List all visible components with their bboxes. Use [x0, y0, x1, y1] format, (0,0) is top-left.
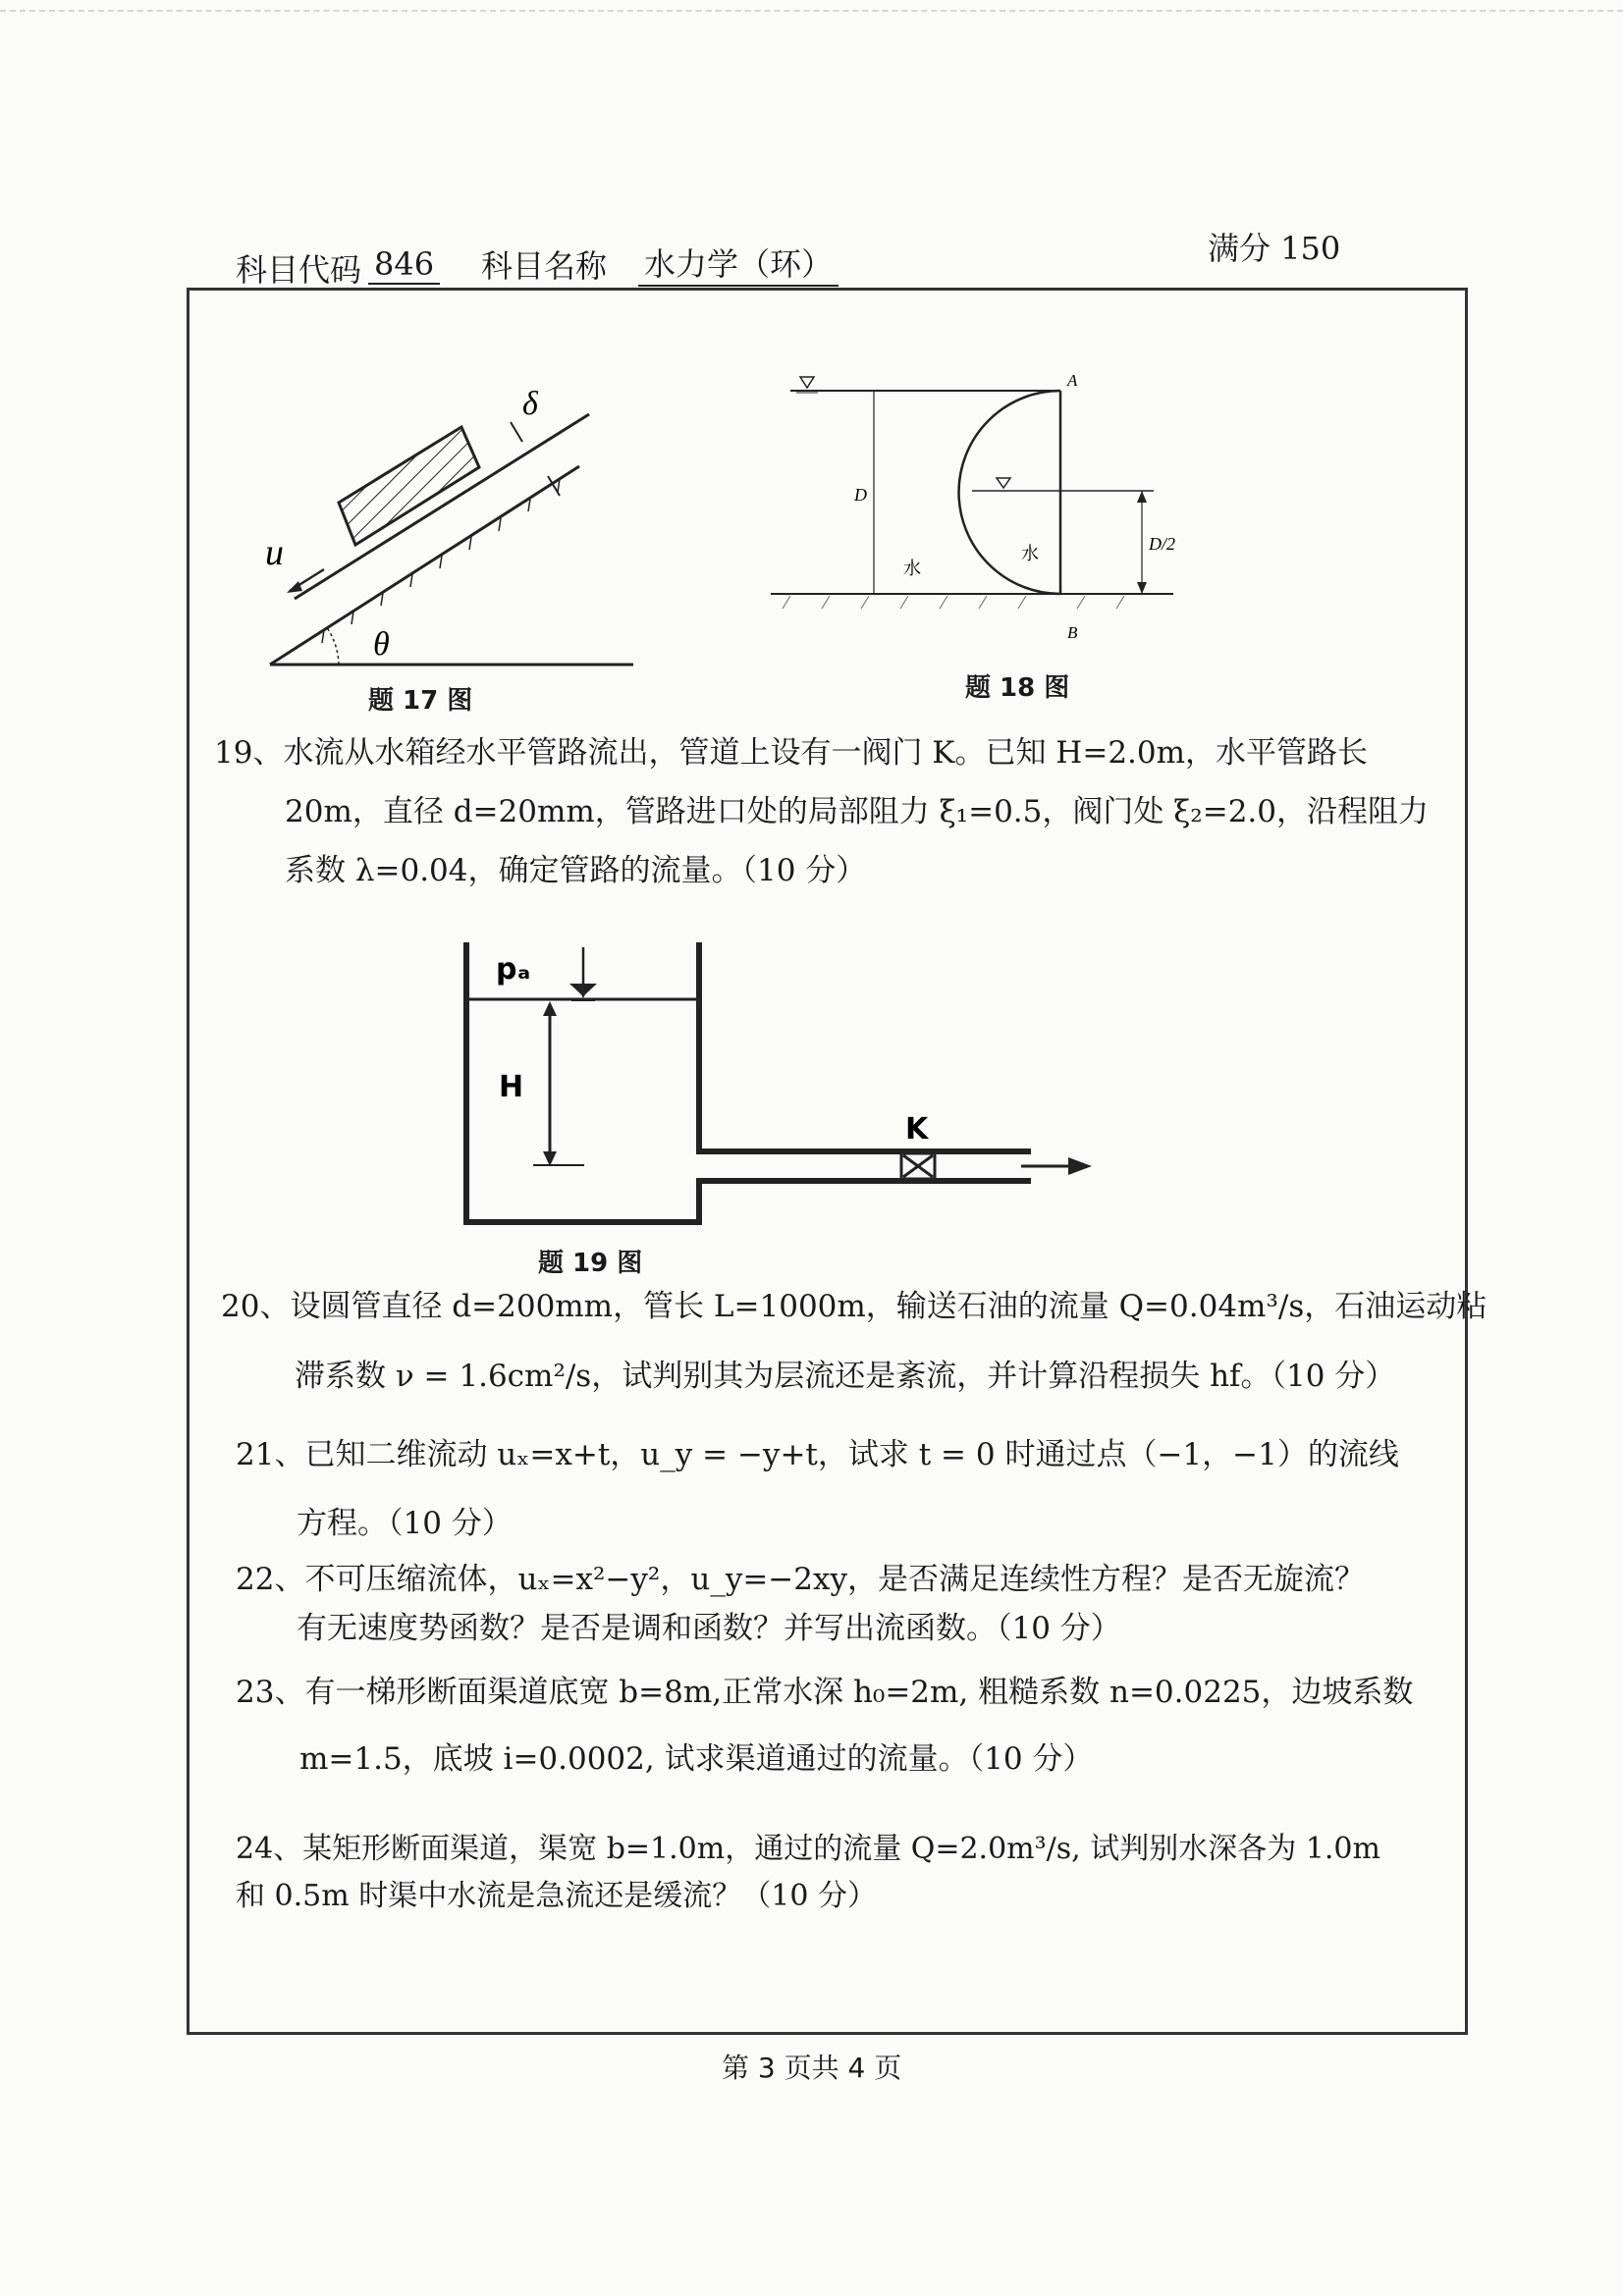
label-H: H [499, 1070, 524, 1104]
caption-fig19: 题 19 图 [538, 1249, 643, 1278]
question-19-line3: 系数 λ=0.04，确定管路的流量。（10 分） [285, 853, 867, 888]
figure-17 [265, 373, 638, 667]
question-19-line1: 19、水流从水箱经水平管路流出，管道上设有一阀门 K。已知 H=2.0m，水平管路长 [214, 735, 1369, 771]
question-21-line1: 21、已知二维流动 uₓ=x+t，u_y = −y+t，试求 t = 0 时通过点（−1，−1）的流线 [236, 1437, 1399, 1472]
subject-name-label: 科目名称 [481, 247, 608, 285]
label-water-right: 水 [1021, 544, 1039, 564]
label-delta: δ [522, 386, 538, 422]
question-21-line2: 方程。（10 分） [297, 1506, 513, 1541]
water-level-symbol [800, 377, 814, 388]
figure-18 [761, 368, 1193, 653]
scan-noise [0, 10, 1623, 20]
subject-name-value: 水力学（环） [638, 240, 839, 287]
label-K: K [905, 1112, 929, 1147]
question-24-line1: 24、某矩形断面渠道，渠宽 b=1.0m，通过的流量 Q=2.0m³/s, 试判别水深各为 1.0m [236, 1832, 1380, 1866]
label-D-half: D/2 [1149, 534, 1175, 554]
caption-fig18: 题 18 图 [965, 673, 1070, 703]
question-23-line2: m=1.5，底坡 i=0.0002, 试求渠道通过的流量。（10 分） [299, 1741, 1094, 1777]
label-B: B [1067, 623, 1078, 642]
question-20-line1: 20、设圆管直径 d=200mm，管长 L=1000m，输送石油的流量 Q=0.04m³/s，石油运动粘 [221, 1289, 1488, 1324]
question-24-line2: 和 0.5m 时渠中水流是急流还是缓流？（10 分） [236, 1879, 877, 1913]
caption-fig17: 题 17 图 [368, 686, 473, 716]
question-20-line2: 滞系数 ν = 1.6cm²/s，试判别其为层流还是紊流，并计算沿程损失 hf。（10 分） [295, 1359, 1396, 1394]
label-pa: pₐ [496, 952, 531, 987]
question-22-line1: 22、不可压缩流体，uₓ=x²−y²，u_y=−2xy，是否满足连续性方程？是否无旋流？ [236, 1562, 1365, 1597]
label-u: u [265, 532, 284, 573]
semicircular-gate [959, 391, 1060, 594]
label-A: A [1067, 371, 1078, 390]
label-D: D [854, 485, 867, 505]
question-23-line1: 23、有一梯形断面渠道底宽 b=8m,正常水深 h₀=2m, 粗糙系数 n=0.0225，边坡系数 [236, 1675, 1414, 1710]
subject-code-label: 科目代码 [236, 251, 362, 289]
exam-header [236, 232, 1345, 291]
question-19-line2: 20m，直径 d=20mm，管路进口处的局部阻力 ξ₁=0.5，阀门处 ξ₂=2.0，沿程阻力 [285, 794, 1430, 829]
figure-19 [452, 937, 1100, 1232]
question-22-line2: 有无速度势函数？是否是调和函数？并写出流函数。（10 分） [297, 1611, 1121, 1646]
label-theta: θ [373, 626, 390, 663]
page-number: 第 3 页共 4 页 [722, 2052, 902, 2084]
full-score: 满分 150 [1208, 230, 1341, 267]
subject-code-value: 846 [368, 245, 440, 285]
tank-and-pipe-top [699, 942, 1031, 1151]
label-water-left: 水 [903, 559, 921, 579]
